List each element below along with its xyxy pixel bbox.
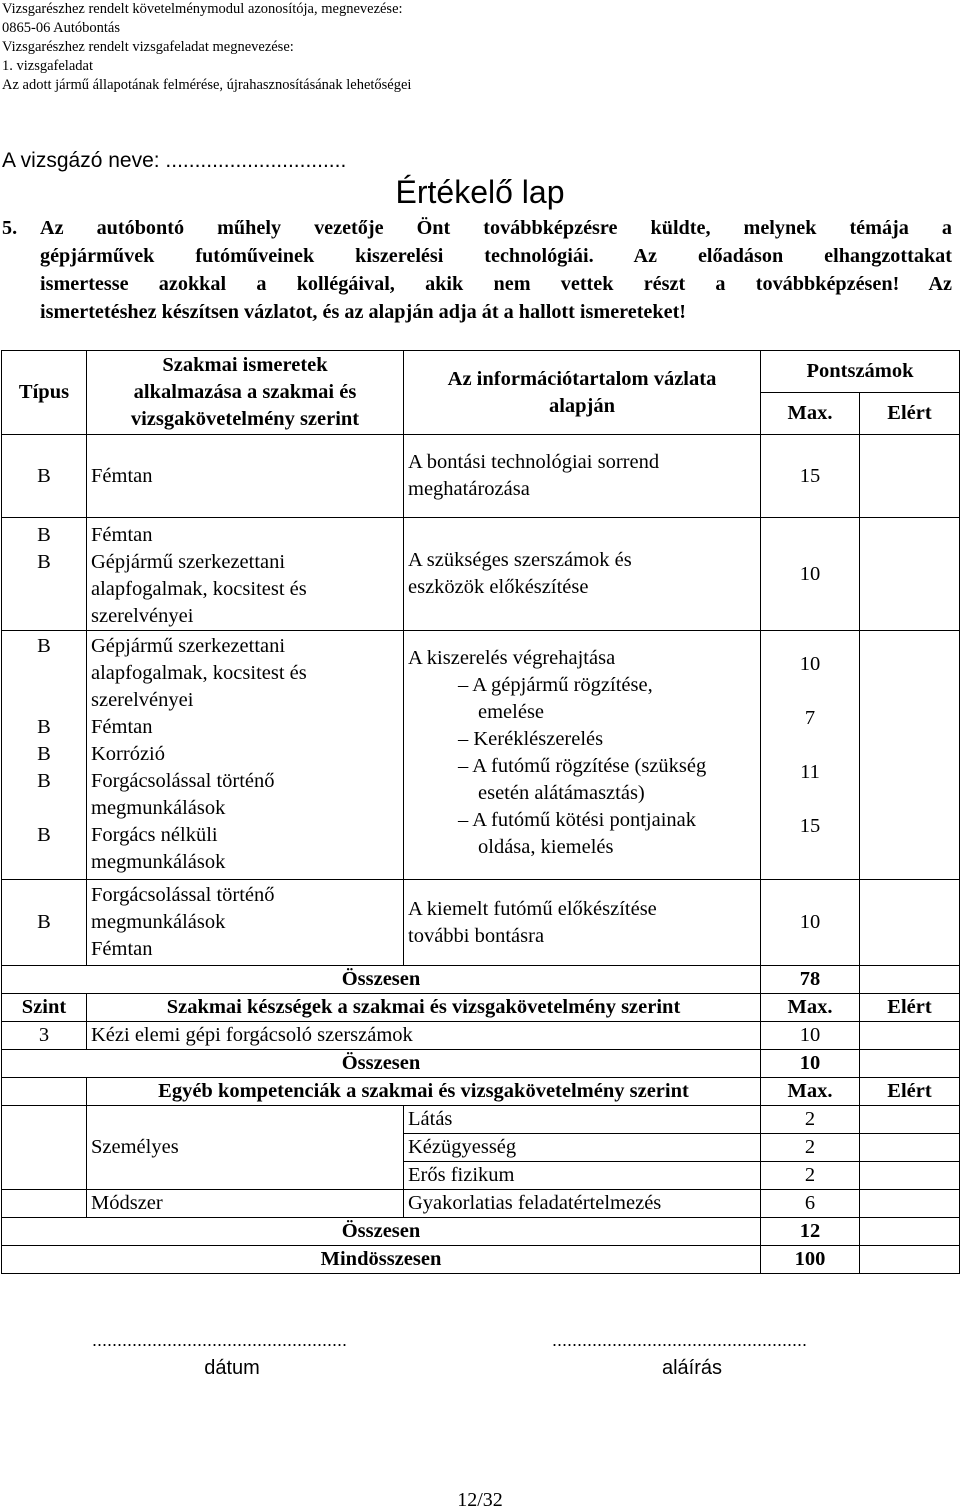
document-header xyxy=(2,0,411,95)
row4-skills xyxy=(87,880,404,966)
row2-skill-1: Fémtan xyxy=(91,524,153,546)
skills-header-row xyxy=(2,994,960,1022)
row3-type-3: B xyxy=(37,743,51,765)
row2-info-1: A szükséges szerszámok és xyxy=(408,549,632,571)
row3-type-blank xyxy=(6,687,82,714)
row2-skill-3: alapfogalmak, kocsitest és xyxy=(91,578,307,600)
sum-row xyxy=(2,1218,960,1246)
personal-item-3: Erős fizikum xyxy=(404,1162,761,1190)
page-title: Értékelő lap xyxy=(395,174,565,210)
header-task-number: 1. vizsgafeladat xyxy=(2,58,93,74)
task-description xyxy=(2,214,952,326)
row2-achieved[interactable] xyxy=(860,518,960,631)
header-info xyxy=(404,351,761,435)
row3-types xyxy=(2,631,87,880)
personal-blank xyxy=(2,1106,87,1190)
row2-skill-4: szerelvényei xyxy=(91,605,194,627)
row1-skill: Fémtan xyxy=(87,435,404,518)
personal-achieved-3[interactable] xyxy=(860,1162,960,1190)
task-line-2 xyxy=(2,242,952,270)
row3-item-text: A futómű kötési pontjainak xyxy=(472,809,697,831)
examinee-name-field: A vizsgázó neve: ............................... xyxy=(2,149,347,172)
competency-title-header: Egyéb kompetenciák a szakmai és vizsgakövetelmény szerint xyxy=(87,1078,761,1106)
evaluation-table xyxy=(1,350,960,1274)
row3-item: – A futómű kötési pontjainak xyxy=(458,809,697,831)
task-line-3 xyxy=(2,270,952,298)
sum3-achieved[interactable] xyxy=(860,1218,960,1246)
row3-max-4: 15 xyxy=(799,815,821,837)
row3-skill: Forgácsolással történő xyxy=(91,770,275,792)
method-item: Gyakorlatias feladatértelmezés xyxy=(404,1190,761,1218)
row3-item-text: A futómű rögzítése (szükség xyxy=(472,755,707,777)
task-text-1: Az autóbontó műhely vezetője Önt továbbképzésre küldte, melynek témája a xyxy=(40,217,952,239)
header-knowledge-3: vizsgakövetelmény szerint xyxy=(130,408,360,430)
row2-type-2: B xyxy=(37,551,51,573)
row1-info-2: meghatározása xyxy=(408,478,530,500)
row3-max-3: 11 xyxy=(800,761,820,783)
skill-text: Kézi elemi gépi forgácsoló szerszámok xyxy=(87,1022,761,1050)
date-line[interactable]: ................................................... xyxy=(92,1330,348,1350)
row3-skill: alapfogalmak, kocsitest és xyxy=(91,662,307,684)
date-label: dátum xyxy=(204,1357,260,1379)
row2-skills xyxy=(87,518,404,631)
row3-skill: Fémtan xyxy=(91,716,153,738)
header-knowledge-1: Szakmai ismeretek xyxy=(162,354,328,376)
skill-achieved[interactable] xyxy=(860,1022,960,1050)
row3-type-5: B xyxy=(37,824,51,846)
row4-skill: Forgácsolással történő xyxy=(91,884,275,906)
skill-max: 10 xyxy=(761,1022,860,1050)
header-info-2: alapján xyxy=(548,394,616,417)
row1-info-1: A bontási technológiai sorrend xyxy=(408,451,660,473)
table-row xyxy=(2,631,960,880)
row4-type: B xyxy=(2,880,87,966)
method-blank xyxy=(2,1190,87,1218)
skills-achieved-header: Elért xyxy=(860,994,960,1022)
total-achieved[interactable] xyxy=(860,1246,960,1274)
row4-max: 10 xyxy=(761,880,860,966)
method-achieved[interactable] xyxy=(860,1190,960,1218)
personal-item-1: Látás xyxy=(404,1106,761,1134)
total-label: Mindösszesen xyxy=(2,1246,761,1274)
row3-item: – Keréklészerelés xyxy=(458,728,604,750)
sum1-label: Összesen xyxy=(2,966,761,994)
header-type: Típus xyxy=(2,351,87,435)
table-header-row xyxy=(2,351,960,393)
competency-header-row xyxy=(2,1078,960,1106)
skill-row xyxy=(2,1022,960,1050)
sum2-achieved[interactable] xyxy=(860,1050,960,1078)
total-row xyxy=(2,1246,960,1274)
sum2-label: Összesen xyxy=(2,1050,761,1078)
task-number: 5. xyxy=(2,217,18,239)
competency-header-blank xyxy=(2,1078,87,1106)
header-task-label: Vizsgarészhez rendelt vizsgafeladat megnevezése: xyxy=(2,39,294,55)
task-line-4 xyxy=(2,298,952,326)
row3-type-2: B xyxy=(37,716,51,738)
row3-skills xyxy=(87,631,404,880)
row3-type-blank xyxy=(6,660,82,687)
row1-type: B xyxy=(2,435,87,518)
competency-row xyxy=(2,1190,960,1218)
competency-max-header: Max. xyxy=(761,1078,860,1106)
competency-row xyxy=(2,1106,960,1134)
method-label: Módszer xyxy=(87,1190,404,1218)
header-achieved: Elért xyxy=(860,393,960,435)
sum1-achieved[interactable] xyxy=(860,966,960,994)
table-row xyxy=(2,518,960,631)
row3-achieved[interactable] xyxy=(860,631,960,880)
row3-info-title: A kiszerelés végrehajtása xyxy=(408,647,616,669)
row3-type-1: B xyxy=(37,635,51,657)
task-text-3: ismertesse azokkal a kollégáival, akik nem vettek részt a továbbképzésen! Az xyxy=(40,273,952,295)
row2-types xyxy=(2,518,87,631)
date-signature-block xyxy=(92,1330,372,1380)
row4-info-2: további bontásra xyxy=(408,924,545,947)
personal-achieved-1[interactable] xyxy=(860,1106,960,1134)
row4-info-1: A kiemelt futómű előkészítése xyxy=(408,897,657,920)
row4-achieved[interactable] xyxy=(860,880,960,966)
header-task-name: Az adott jármű állapotának felmérése, újrahasznosításának lehetőségei xyxy=(2,77,412,93)
personal-max-2: 2 xyxy=(761,1134,860,1162)
row3-skill: Forgács nélküli xyxy=(91,824,218,846)
skills-level-header: Szint xyxy=(2,994,87,1022)
row1-max: 15 xyxy=(761,435,860,518)
row3-item-cont: esetén alátámasztás) xyxy=(478,782,645,804)
row1-achieved[interactable] xyxy=(860,435,960,518)
row2-info-2: eszközök előkészítése xyxy=(408,576,589,598)
row3-item-cont: emelése xyxy=(478,701,545,723)
total-value: 100 xyxy=(761,1246,860,1274)
signature-label: aláírás xyxy=(661,1357,723,1379)
row1-info xyxy=(404,435,761,518)
row3-skill: megmunkálások xyxy=(91,797,226,819)
row3-max-1: 10 xyxy=(799,653,821,675)
row4-info xyxy=(404,880,761,966)
skills-max-header: Max. xyxy=(761,994,860,1022)
sum2-value: 10 xyxy=(761,1050,860,1078)
signature-line[interactable]: ................................................... xyxy=(552,1330,808,1350)
header-max: Max. xyxy=(761,393,860,435)
row3-skill: megmunkálások xyxy=(91,851,226,873)
row3-item: – A gépjármű rögzítése, xyxy=(458,674,653,696)
personal-item-2: Kézügyesség xyxy=(404,1134,761,1162)
sum-row xyxy=(2,966,960,994)
row3-type-4: B xyxy=(37,770,51,792)
personal-max-1: 2 xyxy=(761,1106,860,1134)
table-row xyxy=(2,435,960,518)
row3-item-text: A gépjármű rögzítése, xyxy=(472,674,653,696)
header-points: Pontszámok xyxy=(761,351,960,393)
personal-label: Személyes xyxy=(87,1106,404,1190)
sum1-value: 78 xyxy=(761,966,860,994)
row2-type-1: B xyxy=(37,524,51,546)
row3-type-blank xyxy=(6,849,82,876)
row3-max-2: 7 xyxy=(804,707,816,729)
row3-skill: Korrózió xyxy=(91,743,166,765)
sum3-label: Összesen xyxy=(2,1218,761,1246)
header-module-label: Vizsgarészhez rendelt követelménymodul azonosítója, megnevezése: xyxy=(2,1,403,17)
row3-skill: Gépjármű szerkezettani xyxy=(91,635,286,657)
header-knowledge-2: alkalmazása a szakmai és xyxy=(133,381,357,403)
sum3-value: 12 xyxy=(761,1218,860,1246)
skill-level: 3 xyxy=(2,1022,87,1050)
row2-max: 10 xyxy=(761,518,860,631)
personal-max-3: 2 xyxy=(761,1162,860,1190)
skills-title-header: Szakmai készségek a szakmai és vizsgakövetelmény szerint xyxy=(87,994,761,1022)
header-info-1: Az információtartalom vázlata xyxy=(447,367,717,390)
sum-row xyxy=(2,1050,960,1078)
row3-item-cont: oldása, kiemelés xyxy=(478,836,614,858)
competency-achieved-header: Elért xyxy=(860,1078,960,1106)
row3-skill: szerelvényei xyxy=(91,689,194,711)
row3-type-blank xyxy=(6,795,82,822)
row4-skill: megmunkálások xyxy=(91,911,226,933)
header-knowledge xyxy=(87,351,404,435)
method-max: 6 xyxy=(761,1190,860,1218)
table-row xyxy=(2,880,960,966)
row2-skill-2: Gépjármű szerkezettani xyxy=(91,551,286,573)
row2-info xyxy=(404,518,761,631)
task-text-2: gépjárművek futóműveinek kiszerelési technológiái. Az előadáson elhangzottakat xyxy=(40,245,952,267)
row3-max xyxy=(761,631,860,880)
personal-achieved-2[interactable] xyxy=(860,1134,960,1162)
task-text-4: ismertetéshez készítsen vázlatot, és az alapján adja át a hallott ismereteket! xyxy=(40,301,687,323)
signature-block xyxy=(552,1330,832,1380)
row3-item-text: Keréklészerelés xyxy=(473,728,604,750)
row4-skill: Fémtan xyxy=(91,938,153,960)
row3-info xyxy=(404,631,761,880)
page-number: 12/32 xyxy=(457,1489,503,1511)
row3-item: – A futómű rögzítése (szükség xyxy=(458,755,707,777)
header-module-name: 0865-06 Autóbontás xyxy=(2,20,121,36)
task-line-1 xyxy=(2,214,952,242)
